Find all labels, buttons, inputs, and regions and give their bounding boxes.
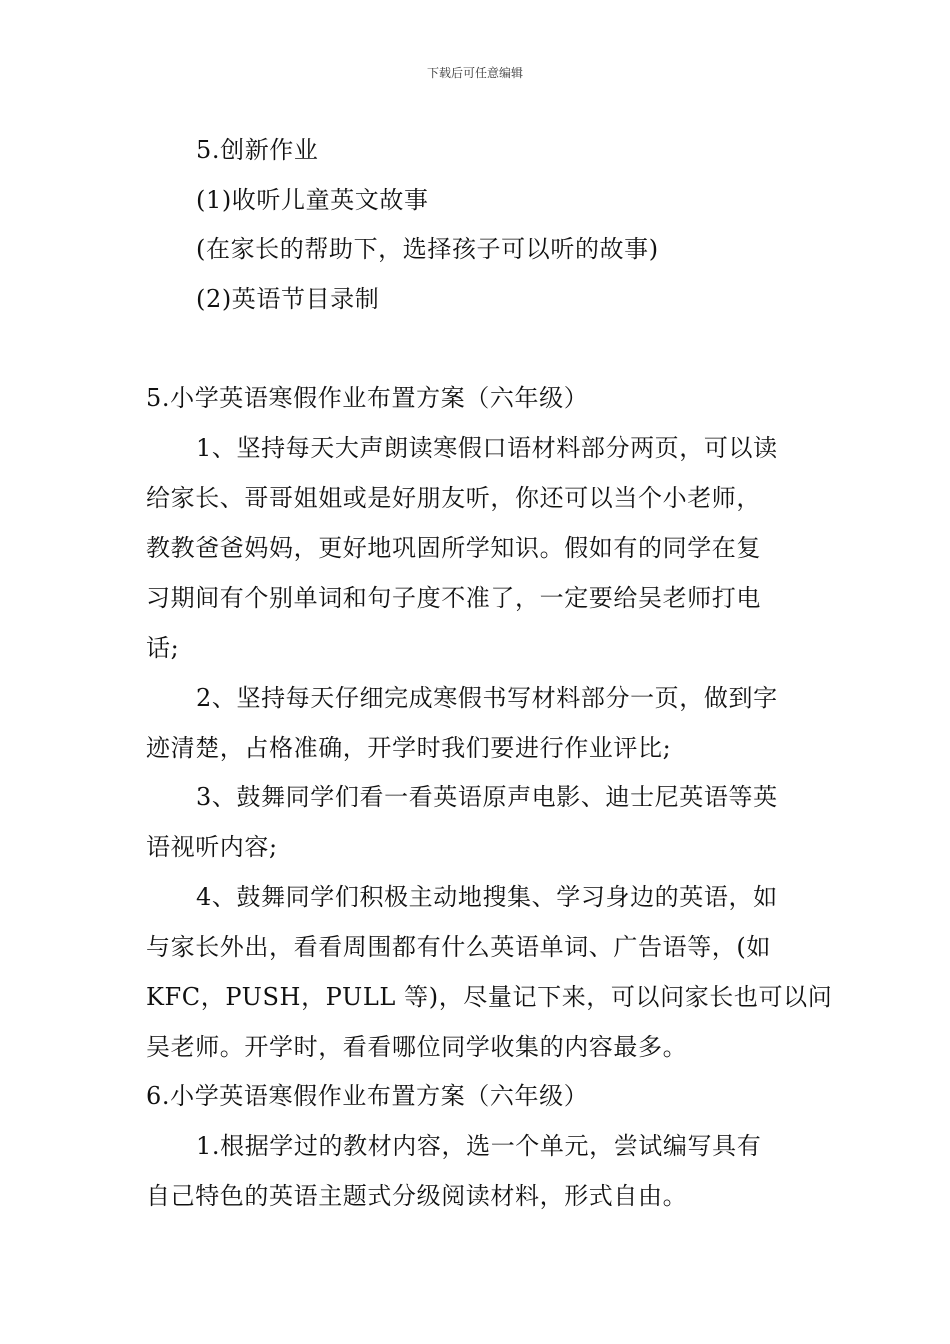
paragraph-line: 自己特色的英语主题式分级阅读材料，形式自由。 (146, 1182, 688, 1210)
section-a-item-1-note: (在家长的帮助下，选择孩子可以听的故事) (196, 235, 659, 263)
paragraph-line: KFC，PUSH，PULL 等)，尽量记下来，可以问家长也可以问 (146, 983, 833, 1011)
paragraph-line: 语视听内容; (146, 833, 278, 861)
paragraph-line: 话; (146, 634, 180, 662)
paragraph-line: 1、坚持每天大声朗读寒假口语材料部分两页，可以读 (196, 434, 778, 462)
paragraph-line: 1.根据学过的教材内容，选一个单元，尝试编写具有 (196, 1132, 762, 1160)
page-header: 下载后可任意编辑 (426, 66, 523, 80)
section-b-title: 5.小学英语寒假作业布置方案（六年级） (146, 384, 589, 412)
paragraph-line: 迹清楚，占格准确，开学时我们要进行作业评比; (146, 734, 672, 762)
paragraph-line: 与家长外出，看看周围都有什么英语单词、广告语等，(如 (146, 933, 771, 961)
paragraph-line: 习期间有个别单词和句子度不准了，一定要给吴老师打电 (146, 584, 761, 612)
paragraph-line: 教教爸爸妈妈，更好地巩固所学知识。假如有的同学在复 (146, 534, 761, 562)
paragraph-line: 给家长、哥哥姐姐或是好朋友听，你还可以当个小老师， (146, 484, 761, 512)
section-a-item-1: (1)收听儿童英文故事 (196, 186, 429, 214)
paragraph-line: 4、鼓舞同学们积极主动地搜集、学习身边的英语，如 (196, 883, 778, 911)
section-a-title: 5.创新作业 (196, 136, 319, 164)
paragraph-line: 吴老师。开学时，看看哪位同学收集的内容最多。 (146, 1033, 688, 1061)
section-c-title: 6.小学英语寒假作业布置方案（六年级） (146, 1082, 589, 1110)
section-a-item-2: (2)英语节目录制 (196, 285, 380, 313)
paragraph-line: 3、鼓舞同学们看一看英语原声电影、迪士尼英语等英 (196, 783, 778, 811)
paragraph-line: 2、坚持每天仔细完成寒假书写材料部分一页，做到字 (196, 684, 778, 712)
